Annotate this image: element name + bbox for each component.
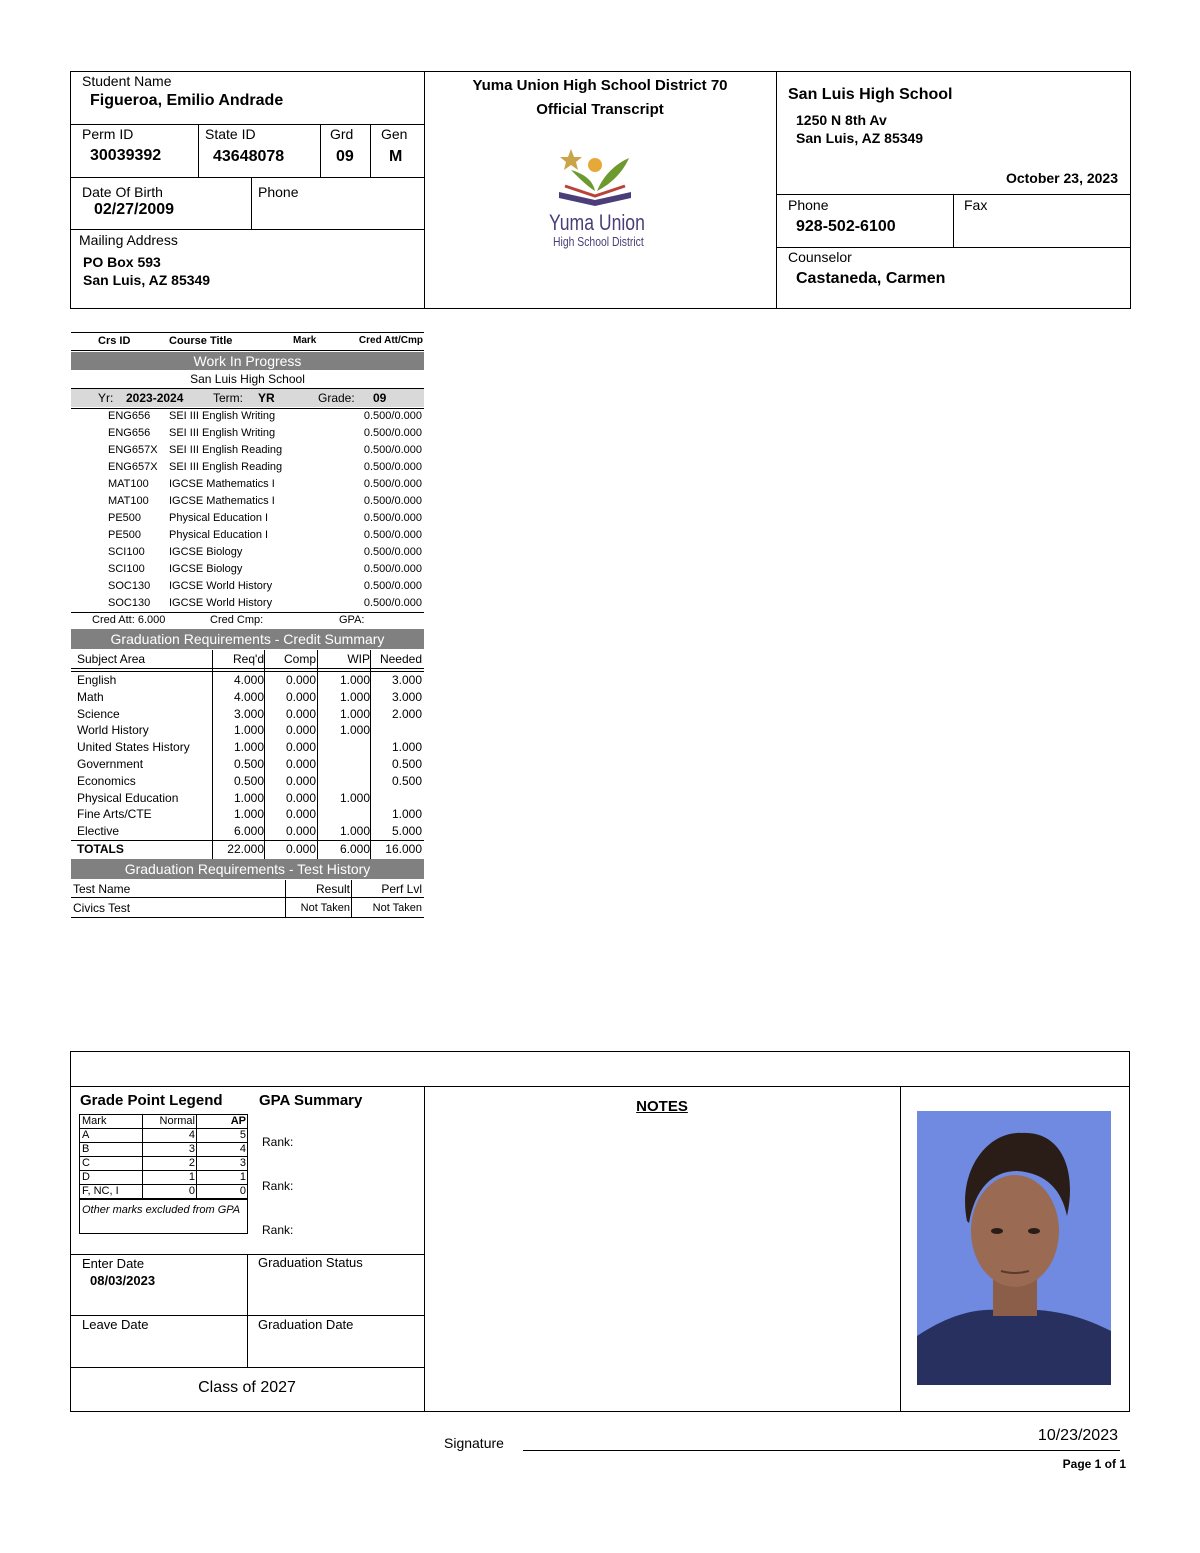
col-comp: Comp	[283, 652, 316, 666]
subject-area: English	[77, 673, 117, 687]
course-credits: 0.500/0.000	[363, 427, 422, 439]
comp: 0.000	[285, 790, 316, 805]
wip: 1.000	[339, 689, 370, 704]
course-title: IGCSE World History	[169, 597, 273, 609]
student-photo	[917, 1111, 1111, 1385]
divider	[776, 247, 1131, 248]
student-name: Figueroa, Emilio Andrade	[90, 92, 284, 109]
divider	[196, 1115, 197, 1199]
gen: M	[389, 148, 403, 165]
course-row	[71, 494, 424, 511]
comp: 0.000	[285, 824, 316, 839]
legend-row	[80, 1157, 248, 1171]
test-history-row	[71, 899, 424, 918]
grad-status-label: Graduation Status	[258, 1255, 363, 1270]
needed: 1.000	[391, 740, 422, 755]
reqd: 1.000	[233, 740, 264, 755]
course-title: SEI III English Writing	[169, 427, 276, 439]
term-label: Term:	[213, 391, 243, 405]
state-id: 43648078	[213, 148, 285, 165]
credit-summary-row	[71, 773, 424, 790]
comp: 0.000	[285, 673, 316, 687]
needed: 5.000	[391, 824, 422, 839]
subject-area: Math	[77, 689, 104, 704]
test-history-header	[71, 880, 424, 898]
needed: 0.500	[391, 773, 422, 788]
legend-title: Grade Point Legend	[80, 1092, 223, 1109]
col-cred: Cred Att/Cmp	[358, 335, 423, 346]
signature-date: 10/23/2023	[1037, 1427, 1118, 1444]
course-row	[71, 562, 424, 579]
student-name-label: Student Name	[82, 73, 172, 89]
school-name: San Luis High School	[788, 86, 953, 103]
course-title: IGCSE Biology	[169, 563, 243, 575]
transcript-date: October 23, 2023	[1005, 170, 1118, 186]
perm-id-label: Perm ID	[82, 126, 134, 142]
legend-ap: 1	[239, 1171, 246, 1183]
legend-table	[79, 1114, 248, 1234]
comp: 0.000	[285, 740, 316, 755]
course-credits: 0.500/0.000	[363, 580, 422, 592]
credit-summary-row	[71, 672, 424, 689]
course-row	[71, 443, 424, 460]
subject-area: Government	[77, 757, 144, 771]
leave-date-label: Leave Date	[82, 1317, 149, 1332]
needed: 3.000	[391, 689, 422, 704]
course-title: SEI III English Reading	[169, 461, 283, 473]
counselor-label: Counselor	[788, 249, 852, 265]
test-result: Not Taken	[300, 902, 350, 914]
divider	[953, 194, 954, 247]
credit-summary-row	[71, 756, 424, 773]
term-bar	[71, 389, 424, 407]
comp: 0.000	[285, 757, 316, 771]
reqd: 4.000	[233, 673, 264, 687]
school-phone: 928-502-6100	[796, 218, 896, 235]
legend-ap: 0	[239, 1185, 246, 1197]
needed: 2.000	[391, 706, 422, 721]
reqd: 6.000	[233, 824, 264, 839]
enter-date: 08/03/2023	[90, 1273, 156, 1288]
course-title: Physical Education I	[169, 529, 269, 541]
state-id-label: State ID	[205, 126, 256, 142]
legend-normal: 2	[188, 1157, 195, 1169]
divider	[251, 177, 252, 229]
transcript-title: Official Transcript	[536, 101, 664, 118]
signature-line[interactable]	[523, 1450, 1120, 1451]
course-title: IGCSE Mathematics I	[169, 478, 275, 490]
grd-label: Grd	[330, 126, 354, 142]
col-normal: Normal	[159, 1115, 195, 1127]
totals-wip: 6.000	[339, 842, 370, 856]
fax-label: Fax	[964, 197, 988, 213]
mailing-line2: San Luis, AZ 85349	[83, 272, 211, 288]
grade: 09	[373, 391, 387, 405]
col-wip: WIP	[347, 652, 370, 666]
course-credits: 0.500/0.000	[363, 597, 422, 609]
legend-header	[80, 1115, 248, 1129]
credit-summary-row	[71, 739, 424, 756]
logo-text-2: High School District	[553, 234, 644, 249]
col-mark: Mark	[293, 335, 317, 346]
col-result: Result	[315, 882, 350, 896]
course-title: Physical Education I	[169, 512, 269, 524]
col-reqd: Req'd	[233, 652, 264, 666]
totals-row	[71, 613, 424, 629]
course-id: ENG657X	[108, 461, 158, 473]
wip-bar: Work In Progress	[71, 352, 424, 370]
test-history-bar: Graduation Requirements - Test History	[71, 859, 424, 879]
credit-summary-row	[71, 790, 424, 807]
course-id: PE500	[108, 512, 142, 524]
divider	[247, 1254, 248, 1367]
course-id: SOC130	[108, 597, 151, 609]
reqd: 3.000	[233, 706, 264, 721]
reqd: 1.000	[233, 807, 264, 822]
legend-ap: 3	[239, 1157, 246, 1169]
test-name: Civics Test	[73, 901, 131, 915]
logo-text-1: Yuma Union	[549, 210, 645, 235]
legend-normal: 0	[188, 1185, 195, 1197]
divider	[776, 71, 777, 309]
reqd: 0.500	[233, 757, 264, 771]
col-course-title: Course Title	[169, 335, 233, 347]
legend-mark: C	[82, 1157, 90, 1169]
course-row	[71, 596, 424, 613]
course-title: IGCSE World History	[169, 580, 273, 592]
credit-summary-row	[71, 722, 424, 739]
col-crs-id: Crs ID	[98, 335, 131, 347]
subject-area: Elective	[77, 824, 120, 839]
legend-note: Other marks excluded from GPA	[82, 1204, 241, 1216]
legend-normal: 1	[188, 1171, 195, 1183]
yr-label: Yr:	[98, 391, 114, 405]
needed: 3.000	[391, 673, 422, 687]
signature-label: Signature	[444, 1435, 504, 1451]
rank-3: Rank:	[262, 1223, 294, 1237]
phone-label: Phone	[258, 184, 299, 200]
course-row	[71, 460, 424, 477]
divider	[900, 1086, 901, 1412]
col-subject-area: Subject Area	[77, 652, 146, 666]
mailing-label: Mailing Address	[79, 232, 178, 248]
legend-ap: 4	[239, 1143, 246, 1155]
wip: 1.000	[339, 723, 370, 738]
rank-1: Rank:	[262, 1135, 294, 1149]
totals-label: TOTALS	[77, 842, 124, 856]
course-title: SEI III English Writing	[169, 410, 276, 422]
divider	[198, 124, 199, 177]
gen-label: Gen	[381, 126, 408, 142]
credit-summary-row	[71, 689, 424, 706]
course-credits: 0.500/0.000	[363, 529, 422, 541]
course-credits: 0.500/0.000	[363, 512, 422, 524]
col-needed: Needed	[379, 652, 422, 666]
class-of: Class of 2027	[198, 1379, 296, 1396]
course-credits: 0.500/0.000	[363, 461, 422, 473]
cred-att: Cred Att: 6.000	[92, 614, 166, 626]
page-number: Page 1 of 1	[1062, 1457, 1126, 1471]
legend-mark: D	[82, 1171, 90, 1183]
course-title: SEI III English Reading	[169, 444, 283, 456]
course-title: IGCSE Biology	[169, 546, 243, 558]
divider	[70, 229, 424, 230]
divider	[142, 1115, 143, 1199]
needed: 0.500	[391, 757, 422, 771]
wip: 1.000	[339, 824, 370, 839]
subject-area: United States History	[77, 740, 190, 755]
gpa-summary-title: GPA Summary	[259, 1092, 363, 1109]
legend-row	[80, 1129, 248, 1143]
divider	[80, 1199, 247, 1200]
wip: 1.000	[339, 706, 370, 721]
counselor: Castaneda, Carmen	[796, 270, 946, 287]
credit-summary-row	[71, 706, 424, 723]
divider	[70, 1086, 1130, 1087]
dob-label: Date Of Birth	[82, 184, 163, 200]
legend-mark: A	[82, 1129, 90, 1141]
grad-date-label: Graduation Date	[258, 1317, 354, 1332]
term: YR	[258, 391, 275, 405]
courses-section	[71, 332, 424, 919]
course-school: San Luis High School	[190, 372, 305, 386]
perm-id: 30039392	[90, 147, 162, 164]
comp: 0.000	[285, 689, 316, 704]
course-id: PE500	[108, 529, 142, 541]
wip: 1.000	[339, 790, 370, 805]
divider	[70, 177, 424, 178]
course-id: ENG656	[108, 410, 151, 422]
divider	[70, 1367, 424, 1368]
legend-ap: 5	[239, 1129, 246, 1141]
course-title: IGCSE Mathematics I	[169, 495, 275, 507]
reqd: 1.000	[233, 723, 264, 738]
subject-area: Fine Arts/CTE	[77, 807, 152, 822]
yr: 2023-2024	[126, 391, 184, 405]
course-id: SOC130	[108, 580, 151, 592]
comp: 0.000	[285, 706, 316, 721]
divider	[370, 124, 371, 177]
course-credits: 0.500/0.000	[363, 410, 422, 422]
rank-2: Rank:	[262, 1179, 294, 1193]
legend-mark: B	[82, 1143, 90, 1155]
gpa: GPA:	[339, 614, 365, 626]
legend-mark: F, NC, I	[82, 1185, 119, 1197]
course-row	[71, 511, 424, 528]
cred-cmp: Cred Cmp:	[210, 614, 264, 626]
mailing-line1: PO Box 593	[83, 254, 161, 270]
reqd: 4.000	[233, 689, 264, 704]
grd: 09	[336, 148, 354, 165]
comp: 0.000	[285, 773, 316, 788]
comp: 0.000	[285, 723, 316, 738]
subject-area: Science	[77, 706, 120, 721]
reqd: 1.000	[233, 790, 264, 805]
course-credits: 0.500/0.000	[363, 563, 422, 575]
col-ap: AP	[230, 1115, 246, 1127]
legend-row	[80, 1171, 248, 1185]
course-row	[71, 579, 424, 596]
course-row	[71, 545, 424, 562]
col-test-name: Test Name	[73, 882, 131, 896]
divider	[424, 1086, 425, 1412]
totals-need: 16.000	[385, 842, 422, 856]
col-perf-lvl: Perf Lvl	[381, 882, 422, 896]
test-perf: Not Taken	[372, 902, 422, 914]
course-id: SCI100	[108, 563, 145, 575]
legend-row	[80, 1143, 248, 1157]
subject-area: Economics	[77, 773, 136, 788]
column-header-row	[71, 332, 424, 351]
district-title: Yuma Union High School District 70	[472, 77, 728, 94]
credit-summary-header	[71, 650, 424, 669]
course-id: MAT100	[108, 478, 149, 490]
credit-summary-row	[71, 806, 424, 823]
legend-normal: 4	[188, 1129, 195, 1141]
subject-area: World History	[77, 723, 149, 738]
grade-label: Grade:	[318, 391, 355, 405]
course-credits: 0.500/0.000	[363, 444, 422, 456]
school-phone-label: Phone	[788, 197, 829, 213]
subject-area: Physical Education	[77, 790, 179, 805]
credit-summary-totals	[71, 841, 424, 858]
legend-row	[80, 1185, 248, 1199]
course-row	[71, 528, 424, 545]
course-credits: 0.500/0.000	[363, 478, 422, 490]
course-credits: 0.500/0.000	[363, 495, 422, 507]
course-row	[71, 409, 424, 426]
divider	[320, 124, 321, 177]
credit-summary-row	[71, 823, 424, 840]
course-credits: 0.500/0.000	[363, 546, 422, 558]
totals-comp: 0.000	[285, 842, 316, 856]
wip: 1.000	[339, 673, 370, 687]
enter-date-label: Enter Date	[82, 1256, 145, 1271]
col-mark: Mark	[82, 1115, 107, 1127]
school-addr2: San Luis, AZ 85349	[796, 130, 924, 146]
course-row	[71, 477, 424, 494]
legend-normal: 3	[188, 1143, 195, 1155]
school-addr1: 1250 N 8th Av	[796, 112, 887, 128]
course-id: ENG657X	[108, 444, 158, 456]
course-row	[71, 426, 424, 443]
course-id: MAT100	[108, 495, 149, 507]
notes-label: NOTES	[636, 1098, 688, 1115]
needed: 1.000	[391, 807, 422, 822]
course-id: ENG656	[108, 427, 151, 439]
comp: 0.000	[285, 807, 316, 822]
credit-summary-bar: Graduation Requirements - Credit Summary	[71, 629, 424, 649]
totals-req: 22.000	[227, 842, 264, 856]
course-id: SCI100	[108, 546, 145, 558]
dob: 02/27/2009	[94, 201, 175, 218]
reqd: 0.500	[233, 773, 264, 788]
